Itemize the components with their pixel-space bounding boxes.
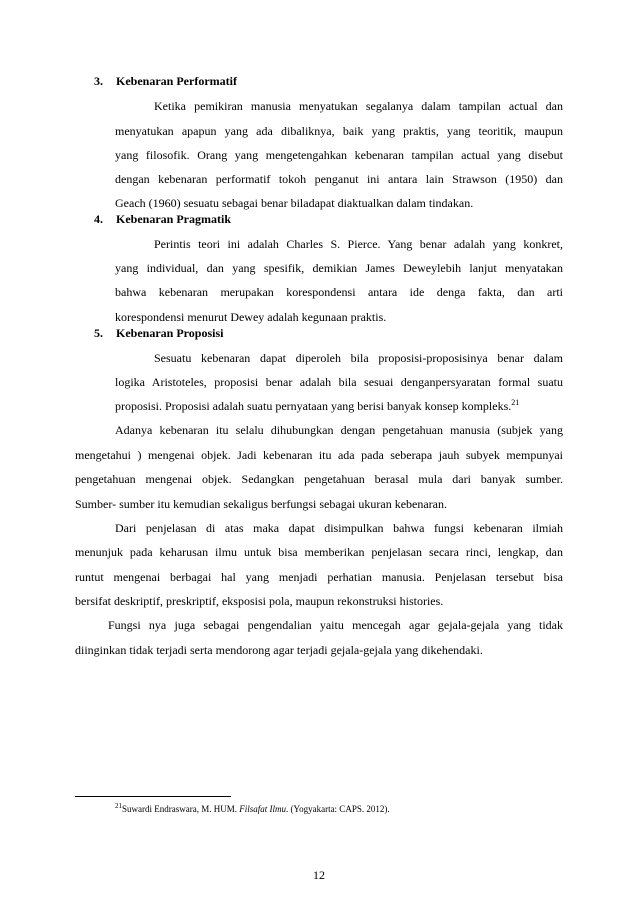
paragraph-line: Dari penjelasan di atas maka dapat disimpulkan bahwa fungsi kebenaran ilmiah [115,521,563,535]
section-title: Kebenaran Proposisi [116,326,224,340]
page-number: 12 [313,868,325,882]
section-heading-4 [94,212,231,227]
paragraph-line: pengetahuan mengenai objek. Sedangkan pengetahuan berasal mula dari banyak sumber. [75,472,563,486]
paragraph-line: Fungsi nya juga sebagai pengendalian yaitu mencegah agar gejala-gejala yang tidak [108,618,563,632]
text-line: yang individual, dan yang spesifik, demikian James Deweylebih lanjut menyatakan [115,261,563,275]
section-heading-5 [94,326,223,341]
paragraph-line: bersifat deskriptif, preskriptif, eksposisi pola, maupun rekonstruksi histories. [75,594,444,608]
paragraph-line: runtut mengenai berbagai hal yang menjadi perhatian manusia. Penjelasan tersebut bisa [75,570,563,584]
text-line: Sesuatu kebenaran dapat diperoleh bila proposisi-proposisinya benar dalam [154,351,563,365]
text-line: menyatukan apapun yang ada dibaliknya, baik yang praktis, yang teoritik, maupun [115,124,563,138]
footnote-author: Suwardi Endraswara, M. HUM. [122,804,240,814]
footnote-book-title: Filsafat Ilmu [239,804,286,814]
text-line: Perintis teori ini adalah Charles S. Pierce. Yang benar adalah yang konkret, [154,237,563,251]
paragraph-line: Adanya kebenaran itu selalu dihubungkan dengan pengetahuan manusia (subjek yang [115,423,563,437]
footnote-publication: . (Yogyakarta: CAPS. 2012). [285,804,390,814]
section-number: 5. [94,326,103,340]
text-line: Ketika pemikiran manusia menyatukan segalanya dalam tampilan actual dan [154,99,563,113]
section-number: 4. [94,212,103,226]
text-line: logika Aristoteles, proposisi benar adalah bila sesuai denganpersyaratan formal suatu [115,375,563,389]
text-line: korespondensi menurut Dewey adalah kegunaan praktis. [115,310,387,324]
footnote [115,804,390,814]
text-line: bahwa kebenaran merupakan korespondensi antara ide denga fakta, dan arti [115,285,563,299]
paragraph-line: Sumber- sumber itu kemudian sekaligus berfungsi sebagai ukuran kebenaran. [75,497,447,511]
text-line [115,399,563,413]
section-heading-3 [94,74,237,89]
footnote-reference[interactable]: 21 [511,398,520,407]
paragraph-line: diinginkan tidak terjadi serta mendorong agar terjadi gejala-gejala yang dikehendaki. [75,643,483,657]
section-title: Kebenaran Performatif [116,74,237,88]
footnote-separator [75,796,231,797]
section-number: 3. [94,74,103,88]
text-line-content: proposisi. Proposisi adalah suatu pernyataan yang berisi banyak konsep kompleks. [115,399,512,413]
footnote-number: 21 [115,802,122,810]
section-title: Kebenaran Pragmatik [116,212,231,226]
paragraph-line: mengetahui ) mengenai objek. Jadi kebenaran itu ada pada seberapa jauh subyek mempunyai [75,448,563,462]
text-line: Geach (1960) sesuatu sebagai benar biladapat diaktualkan dalam tindakan. [115,196,474,210]
text-line: dengan kebenaran performatif tokoh penganut ini antara lain Strawson (1950) dan [115,172,563,186]
paragraph-line: menunjuk pada keharusan ilmu untuk bisa memberikan penjelasan secara rinci, lengkap, dan [75,545,563,559]
text-line: yang filosofik. Orang yang mengetengahkan kebenaran tampilan actual yang disebut [115,148,563,162]
